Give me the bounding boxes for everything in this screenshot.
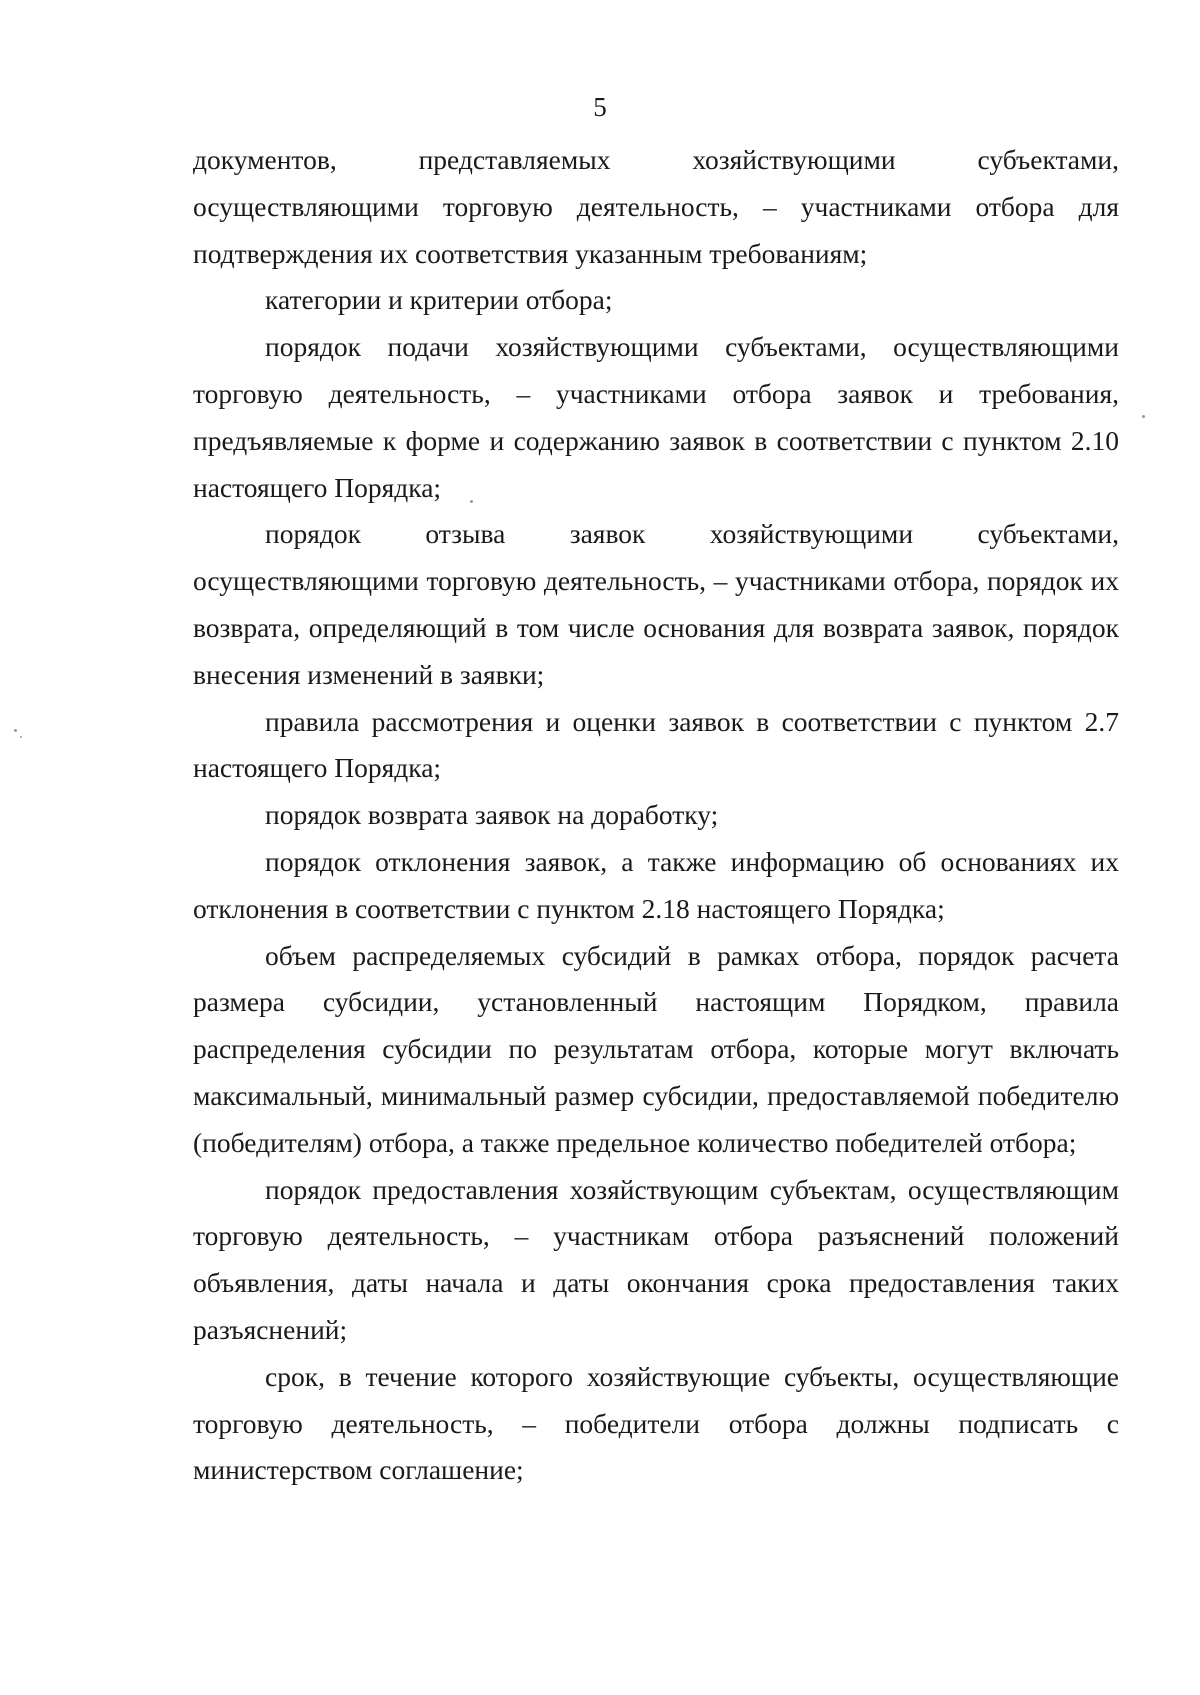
paragraph-2: категории и критерии отбора; xyxy=(265,284,613,316)
paragraph-8: объем распределяемых субсидий в рамках отбора, порядок расчета размера субсидии, установленный настоящим Порядком, правила распределения субсидии по результатам отбора, которые могут включать максимальный, минимальный размер субсидии, предоставляемой победителю (победителям) отбора, а также предельное количество победителей отбора; xyxy=(193,939,1119,1158)
scan-speck xyxy=(20,736,22,738)
scan-speck xyxy=(14,729,17,732)
scan-speck xyxy=(1142,415,1145,418)
document-body xyxy=(193,137,1119,1494)
paragraph-7: порядок отклонения заявок, а также информацию об основаниях их отклонения в соответствии с пунктом 2.18 настоящего Порядка; xyxy=(193,845,1119,924)
paragraph-5: правила рассмотрения и оценки заявок в соответствии с пунктом 2.7 настоящего Порядка; xyxy=(193,705,1119,784)
scan-speck xyxy=(470,500,473,503)
paragraph-3: порядок подачи хозяйствующими субъектами, осуществляющими торговую деятельность, – участниками отбора заявок и требования, предъявляемые к форме и содержанию заявок в соответствии с пунктом 2.10 настоящего Порядка; xyxy=(193,331,1119,503)
page-number: 5 xyxy=(593,92,607,122)
paragraph-6: порядок возврата заявок на доработку; xyxy=(265,799,719,831)
paragraph-9: порядок предоставления хозяйствующим субъектам, осуществляющим торговую деятельность, – участникам отбора разъяснений положений объявления, даты начала и даты окончания срока предоставления таких разъяснений; xyxy=(193,1173,1119,1345)
paragraph-10: срок, в течение которого хозяйствующие субъекты, осуществляющие торговую деятельность, – победители отбора должны подписать с министерством соглашение; xyxy=(193,1360,1119,1486)
paragraph-4: порядок отзыва заявок хозяйствующими субъектами, осуществляющими торговую деятельность, – участниками отбора, порядок их возврата, определяющий в том числе основания для возврата заявок, порядок внесения изменений в заявки; xyxy=(193,518,1119,690)
paragraph-1: документов, представляемых хозяйствующими субъектами, осуществляющими торговую деятельность, – участниками отбора для подтверждения их соответствия указанным требованиям; xyxy=(193,144,1119,269)
